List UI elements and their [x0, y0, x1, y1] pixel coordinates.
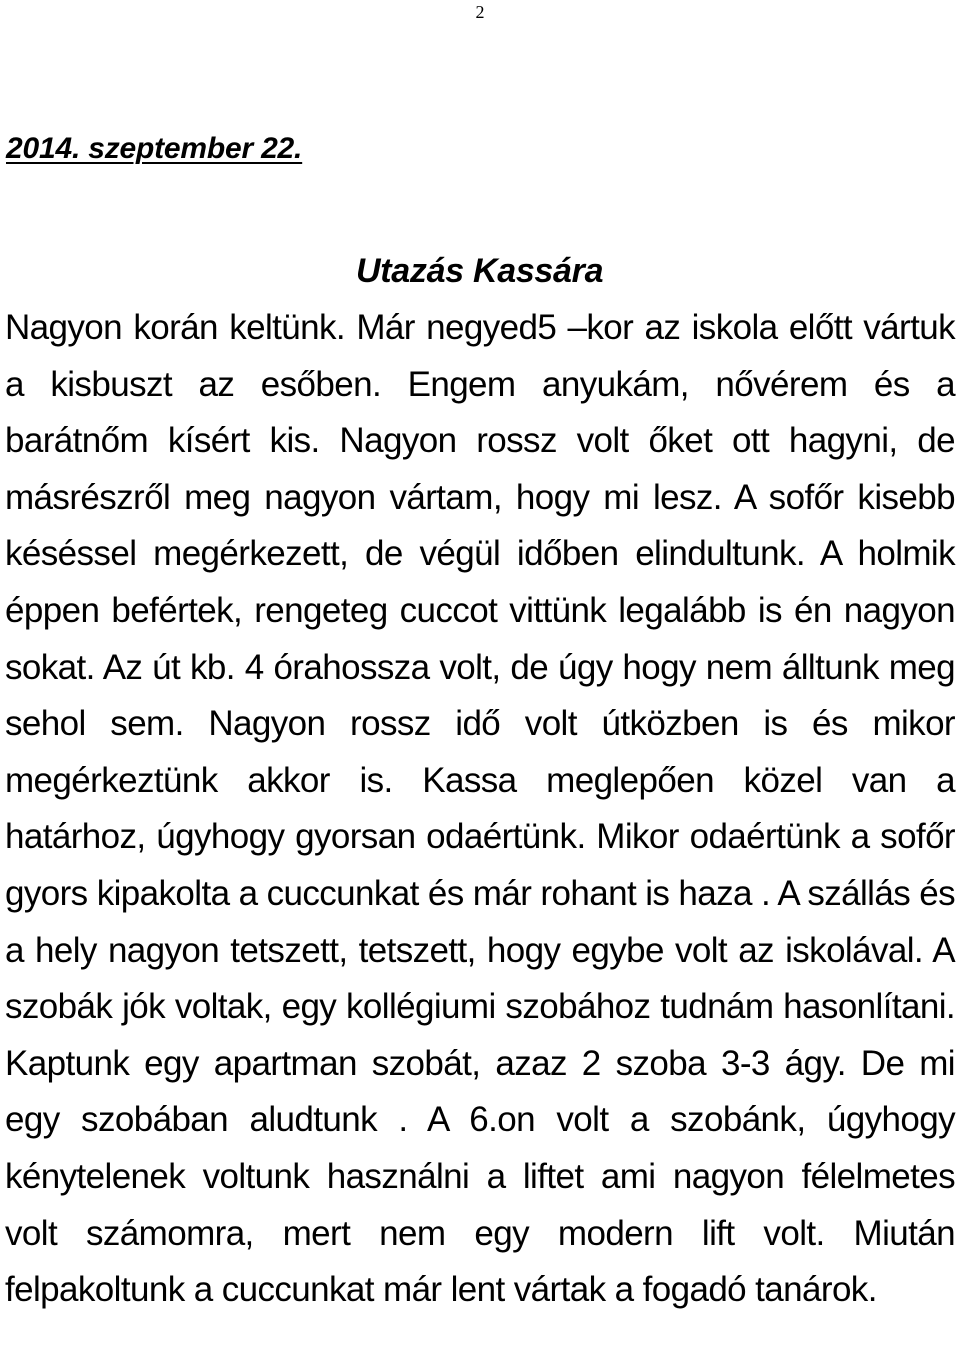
- body-paragraph: Nagyon korán keltünk. Már negyed5 –kor az iskola előtt vártuk a kisbuszt az esőben. Engem anyukám, nővérem és a barátnőm kísért kis. Nagyon rossz volt őket ott hagyni, de másrészről meg nagyon vártam, hogy mi lesz. A sofőr kisebb késéssel megérkezett, de végül időben elindultunk. A holmik éppen befértek, rengeteg cuccot vittünk legalább is én nagyon sokat. Az út kb. 4 órahossza volt, de úgy hogy nem álltunk meg sehol sem. Nagyon rossz idő volt útközben is és mikor megérkeztünk akkor is. Kassa meglepően közel van a határhoz, úgyhogy gyorsan odaértünk. Mikor odaértünk a sofőr gyors kipakolta a cuccunkat és már rohant is haza . A szállás és a hely nagyon tetszett, tetszett, hogy egybe volt az iskolával. A szobák jók voltak, egy kollégiumi szobához tudnám hasonlítani. Kaptunk egy apartman szobát, azaz 2 szoba 3-3 ágy. De mi egy szobában aludtunk . A 6.on volt a szobánk, úgyhogy kénytelenek voltunk használni a liftet ami nagyon félelmetes volt számomra, mert nem egy modern lift volt. Miután felpakoltunk a cuccunkat már lent vártak a fogadó tanárok.: [5, 308, 955, 1310]
- entry-date: 2014. szeptember 22.: [6, 132, 303, 165]
- page-title: Utazás Kassára: [356, 252, 604, 290]
- page-number: 2: [475, 2, 485, 22]
